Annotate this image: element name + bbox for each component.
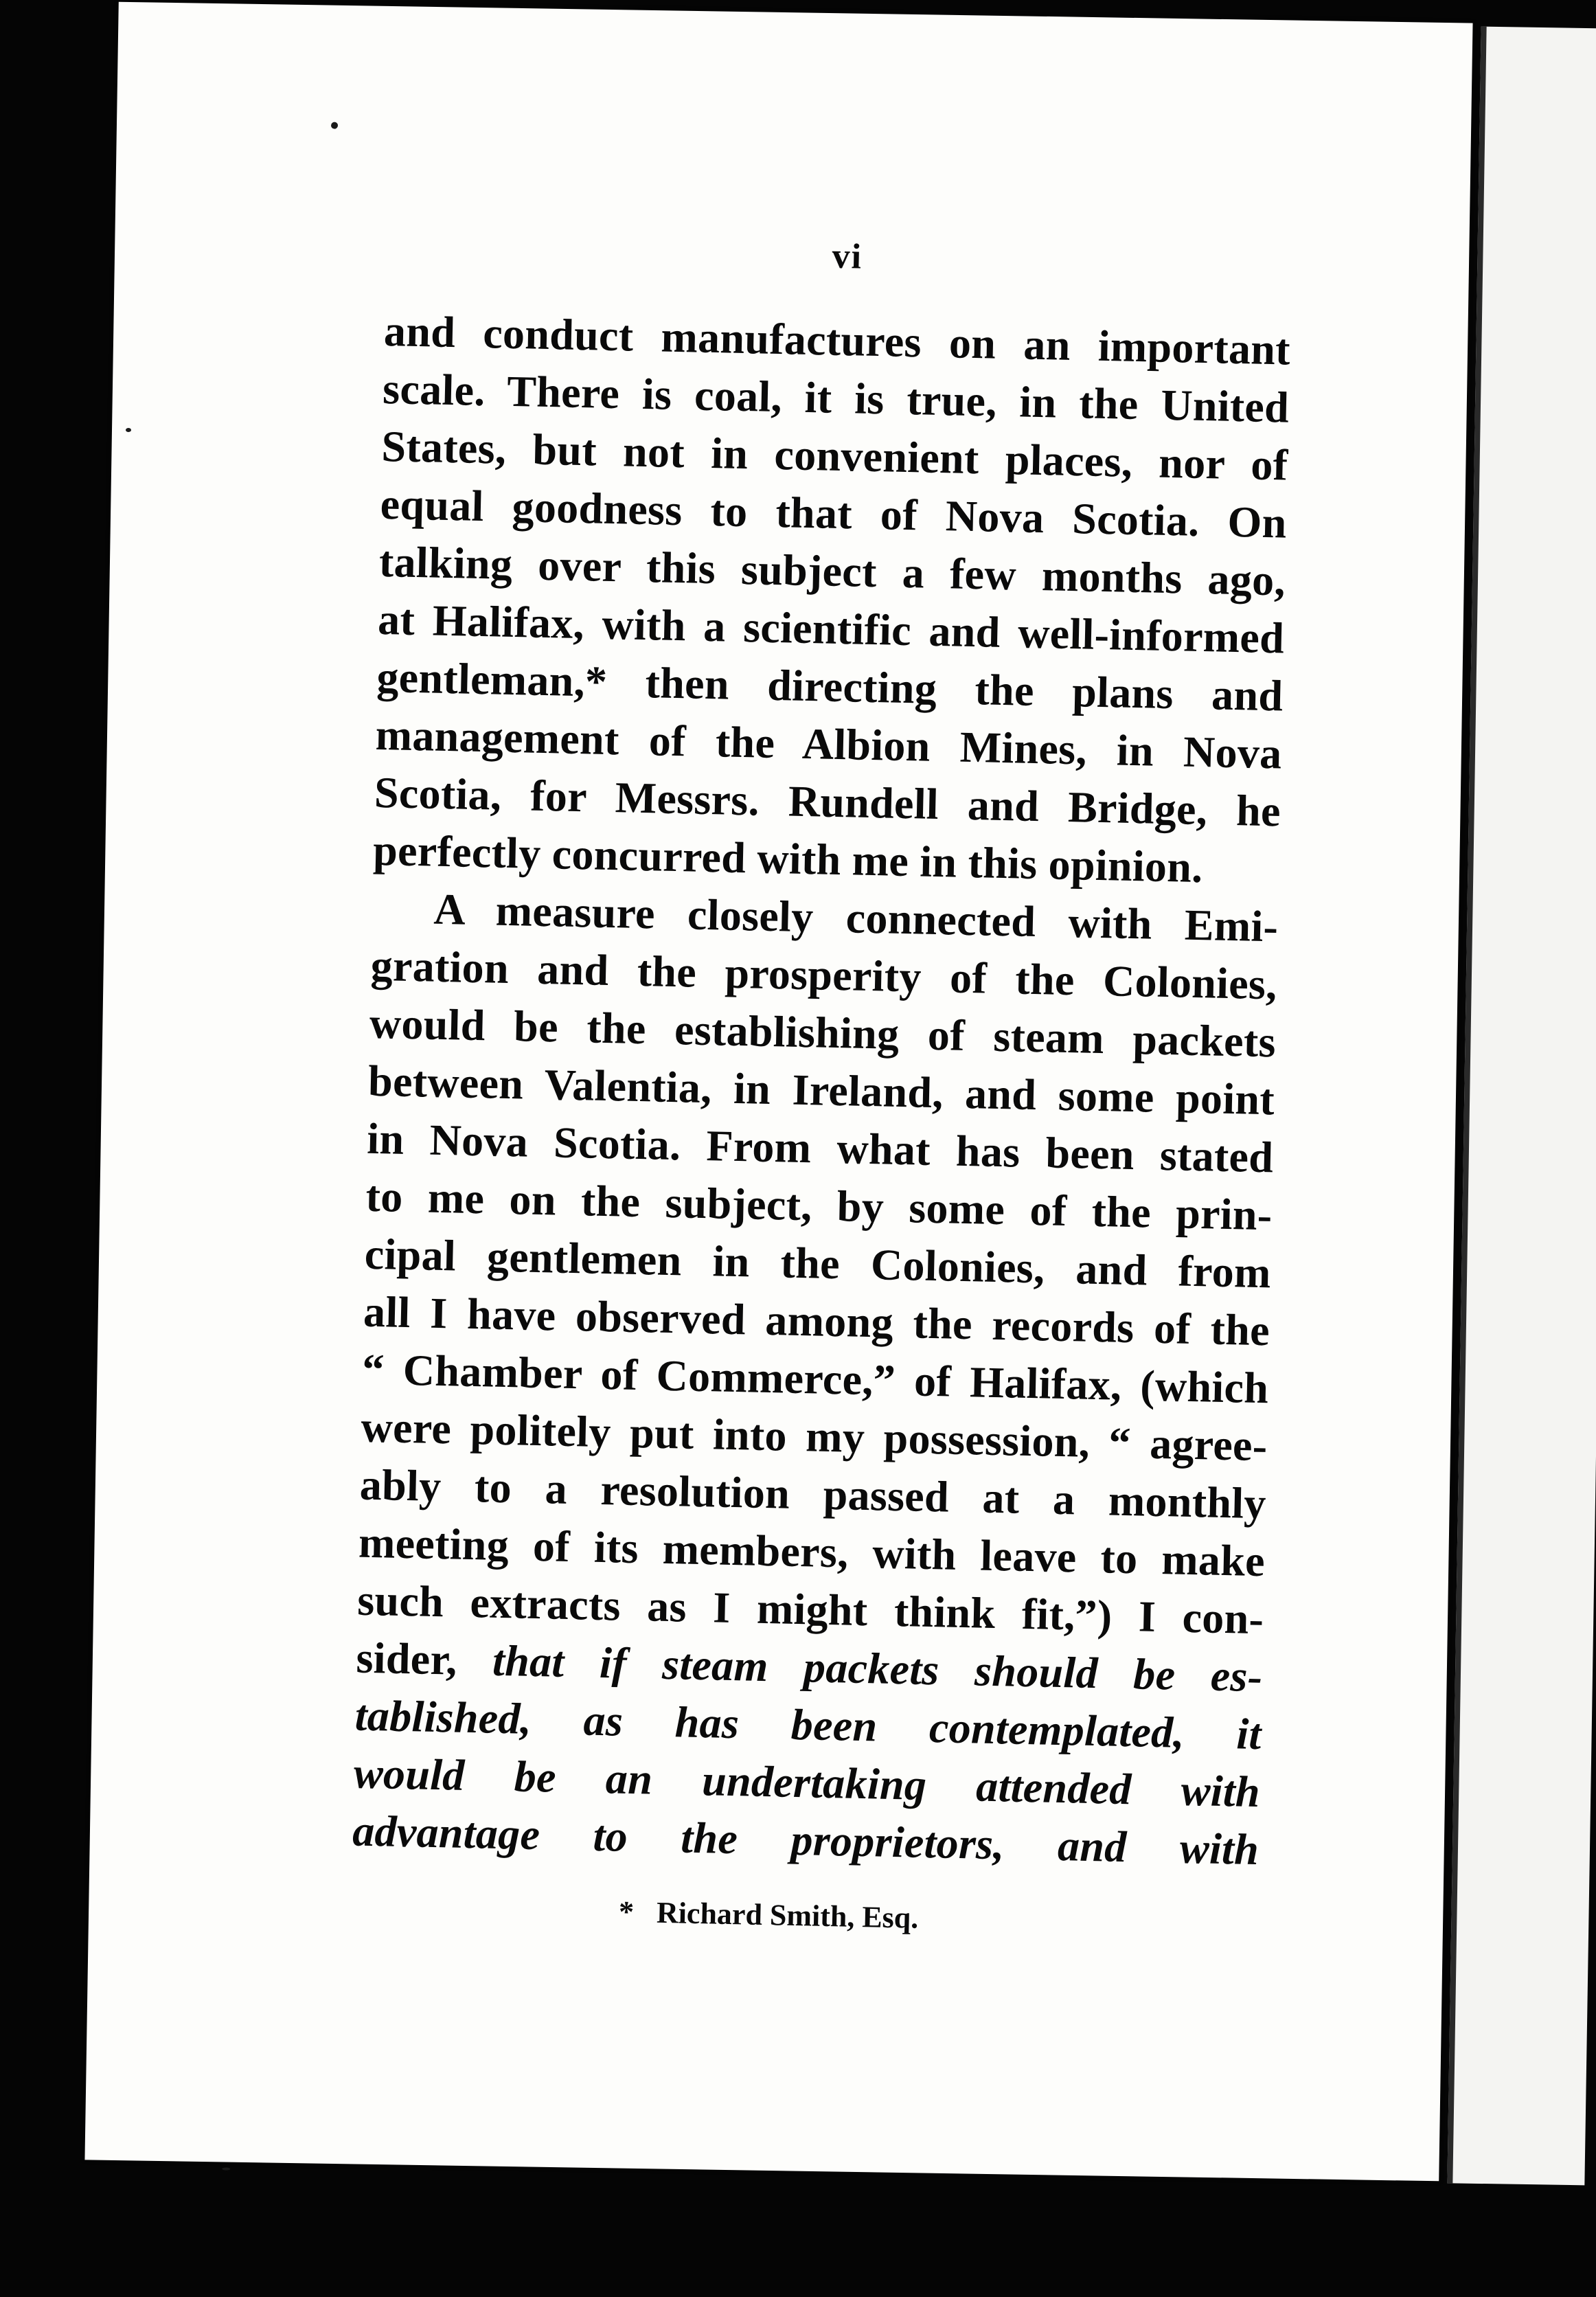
text-line: scale. There is coal, it is true, in the United (382, 363, 1290, 432)
body-text (352, 302, 1291, 1879)
text-line: equal goodness to that of Nova Scotia. On (380, 479, 1288, 547)
text-line: at Halifax, with a scientific and well-informed (377, 594, 1285, 663)
text-line: in Nova Scotia. From what has been stated (366, 1113, 1274, 1182)
text-line: cipal gentlemen in the Colonies, and from (364, 1229, 1272, 1298)
ink-speck (331, 122, 338, 129)
text-line: perfectly concurred with me in this opinion. (372, 825, 1204, 892)
text-line-roman-part: sider, (355, 1633, 458, 1684)
text-line: advantage to the proprietors, and with (352, 1806, 1259, 1875)
text-line: to me on the subject, by some of the prin- (365, 1171, 1273, 1240)
text-line: and conduct manufactures on an important (383, 306, 1291, 374)
text-line: “ Chamber of Commerce,” of Halifax, (which (361, 1344, 1269, 1413)
text-line: ably to a resolution passed at a monthly (359, 1460, 1267, 1528)
text-line: all I have observed among the records of the (363, 1287, 1270, 1355)
footnote-mark: * (618, 1894, 635, 1930)
text-line: gration and the prosperity of the Colonies, (370, 940, 1278, 1009)
text-line: such extracts as I might think fit,”) I con- (356, 1575, 1264, 1644)
page-content (351, 236, 1291, 1943)
page-number: vi (831, 236, 863, 277)
text-line: A measure closely connected with Emi- (433, 884, 1279, 951)
text-line: were politely put into my possession, “ agree- (360, 1402, 1268, 1471)
text-line: States, but not in convenient places, nor of (380, 421, 1289, 490)
footnote-text: Richard Smith, Esq. (656, 1895, 919, 1935)
text-line: management of the Albion Mines, in Nova (375, 710, 1283, 778)
text-line-italic-part: that if steam packets should be es- (492, 1636, 1264, 1701)
text-line: Scotia, for Messrs. Rundell and Bridge, he (374, 767, 1281, 836)
ink-speck (126, 428, 131, 432)
text-line: gentleman,* then directing the plans and (376, 652, 1284, 721)
text-line: meeting of its members, with leave to make (358, 1517, 1266, 1586)
text-line: would be the establishing of steam packets (369, 998, 1277, 1067)
text-line: tablished, as has been contemplated, it (354, 1690, 1262, 1759)
text-line: between Valentia, in Ireland, and some point (367, 1056, 1275, 1124)
text-line: talking over this subject a few months ago, (378, 536, 1286, 605)
ink-speck (222, 2167, 230, 2170)
text-line: would be an undertaking attended with (353, 1748, 1261, 1817)
